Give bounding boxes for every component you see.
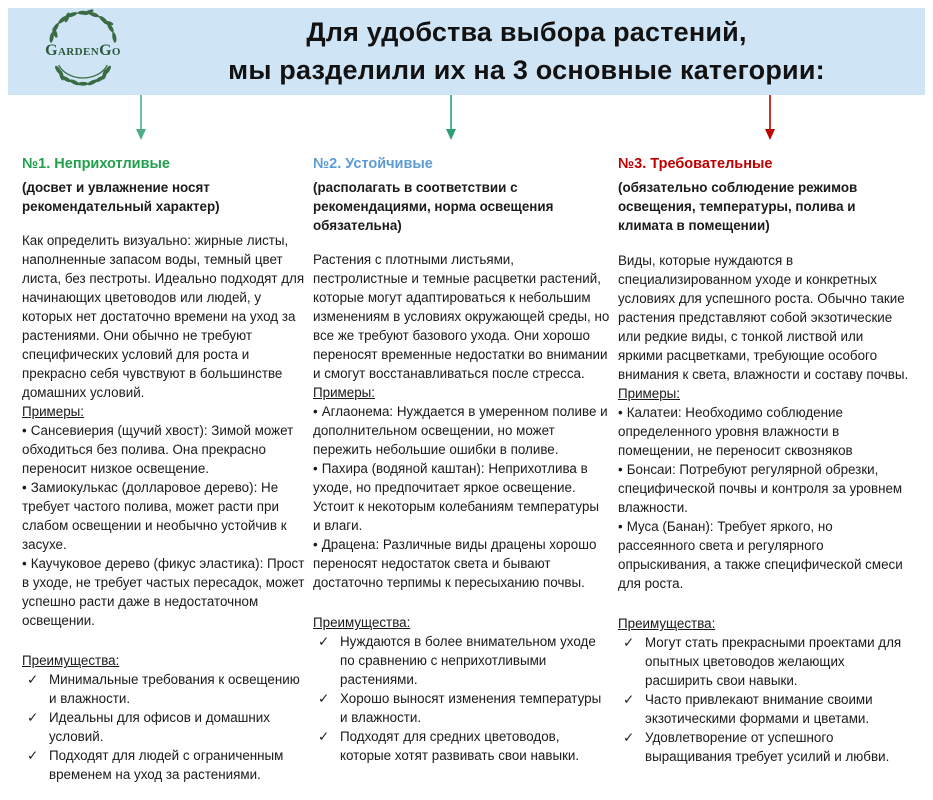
- category-column-3: [618, 154, 910, 785]
- example-text: Замиокулькас (долларовое дерево): Не требует частого полива, может расти при слабом освещении и необычно устойчив к засухе.: [22, 480, 287, 553]
- category-3-subtitle: (обязательно соблюдение режимов освещения, температуры, полива и климата в помещении): [618, 179, 858, 233]
- example-text: Каучуковое дерево (фикус эластика): Прост в уходе, не требует частых пересадок, может успешно расти даже в недостаточном освещении.: [22, 556, 305, 629]
- example-item: [22, 478, 305, 554]
- page-title: [158, 13, 895, 89]
- check-icon: ✓: [623, 692, 635, 708]
- advantage-text: Подходят для средних цветоводов, которые хотят развивать свои навыки.: [340, 729, 580, 764]
- bullet-icon: •: [22, 422, 27, 438]
- category-1-description: Как определить визуально: жирные листы, наполненные запасом воды, темный цвет листа, без пестроты. Идеально подходят для начинающих цветоводов или людей, у которых нет достаточно времени на уход за растениями. Они обычно не требуют специфических условий для роста и прекрасно себя чувствуют в большинстве домашних условий.: [22, 232, 305, 400]
- check-icon: ✓: [27, 672, 39, 688]
- example-item: [22, 421, 305, 478]
- advantage-item: [22, 746, 305, 784]
- check-icon: ✓: [623, 730, 635, 746]
- advantage-text: Могут стать прекрасными проектами для опытных цветоводов желающих расширить свои навыки.: [645, 635, 902, 689]
- category-2-title: №2. Устойчивые: [313, 156, 433, 172]
- example-text: Драцена: Различные виды драцены хорошо переносят недостаток света и бывают достаточно терпимы к пересыханию почвы.: [313, 537, 597, 591]
- example-text: Муса (Банан): Требует яркого, но рассеянного света и регулярного опрыскивания, а также специфической смеси для роста.: [618, 519, 903, 592]
- advantage-item: [313, 632, 610, 689]
- down-arrow-icon-category-2: [444, 95, 458, 141]
- header-band: [8, 8, 925, 95]
- check-icon: ✓: [623, 635, 635, 651]
- category-1-advantages-label: Преимущества:: [22, 653, 120, 669]
- bullet-icon: •: [618, 519, 623, 535]
- bullet-icon: •: [313, 403, 318, 419]
- advantage-item: [618, 690, 910, 728]
- category-3-examples-label: Примеры:: [618, 385, 680, 401]
- category-3-title: №3. Требовательные: [618, 156, 773, 172]
- category-2-description: Растения с плотными листьями, пестролистные и темные расцветки растений, которые могут адаптироваться к небольшим изменениям в условиях окружающей среды, но все же требуют базового ухода. Они хорошо переносят временные недостатки во внимании и смогут восстанавливаться после стресса.: [313, 251, 610, 381]
- advantage-text: Нуждаются в более внимательном уходе по сравнению с неприхотливыми растениями.: [340, 634, 596, 688]
- bullet-icon: •: [313, 537, 318, 553]
- page-title-line1: Для удобства выбора растений,: [306, 17, 747, 47]
- bullet-icon: •: [22, 556, 27, 572]
- bullet-icon: •: [313, 461, 318, 477]
- page-title-line2: мы разделили их на 3 основные категории:: [228, 55, 825, 85]
- advantage-item: [313, 727, 610, 765]
- advantage-item: [22, 670, 305, 708]
- brand-name: GardenGo: [45, 42, 121, 59]
- category-1-examples-label: Примеры:: [22, 403, 84, 419]
- example-item: [313, 402, 610, 459]
- category-2-subtitle: (располагать в соответствии с рекомендациями, норма освещения обязательна): [313, 179, 554, 233]
- example-item: [618, 460, 910, 517]
- down-arrow-icon-category-1: [134, 95, 148, 141]
- advantage-item: [22, 708, 305, 746]
- advantage-item: [618, 728, 910, 766]
- categories-columns: [22, 154, 921, 785]
- check-icon: ✓: [318, 729, 330, 745]
- advantage-text: Минимальные требования к освещению и влажности.: [49, 672, 300, 707]
- example-text: Бонсаи: Потребуют регулярной обрезки, специфической почвы и контроля за уровнем влажности.: [618, 462, 903, 516]
- example-text: Аглаонема: Нуждается в умеренном поливе и дополнительном освещении, но может пережить небольшие ошибки в поливе.: [313, 403, 608, 457]
- example-text: Сансевиерия (щучий хвост): Зимой может обходиться без полива. Она прекрасно переносит низкое освещение.: [22, 422, 294, 477]
- example-item: [618, 517, 910, 593]
- gardengo-logo: [24, 9, 142, 95]
- advantage-item: [618, 633, 910, 690]
- example-item: [313, 535, 610, 592]
- category-column-2: [313, 154, 610, 785]
- category-3-advantages-label: Преимущества:: [618, 616, 716, 632]
- check-icon: ✓: [318, 691, 330, 707]
- advantage-text: Удовлетворение от успешного выращивания требует усилий и любви.: [645, 730, 890, 765]
- category-1-subtitle: (досвет и увлажнение носят рекомендательный характер): [22, 179, 220, 214]
- category-2-examples-label: Примеры:: [313, 384, 375, 400]
- bullet-icon: •: [22, 480, 27, 496]
- category-1-title: №1. Неприхотливые: [22, 156, 170, 172]
- example-item: [22, 554, 305, 630]
- check-icon: ✓: [318, 634, 330, 650]
- example-text: Пахира (водяной каштан): Неприхотлива в уходе, но предпочитает яркое освещение. Устоит к некоторым колебаниям температуры и влаги.: [313, 461, 600, 534]
- category-3-description: Виды, которые нуждаются в специализированном уходе и конкретных условиях для успешного роста. Обычно такие растения представляют собой экзотические или редкие виды, с тонкой листвой или яркими расцветками, требующие особого внимания к света, влажности и составу почвы.: [618, 252, 909, 382]
- example-item: [618, 403, 910, 460]
- advantage-text: Часто привлекают внимание своими экзотическими формами и цветами.: [645, 692, 873, 727]
- bullet-icon: •: [618, 462, 623, 478]
- example-text: Калатеи: Необходимо соблюдение определенного уровня влажности в помещении, не переносит сквозняков: [618, 404, 853, 458]
- advantage-text: Идеальны для офисов и домашних условий.: [49, 710, 270, 745]
- bullet-icon: •: [618, 404, 623, 420]
- advantage-item: [313, 689, 610, 727]
- advantage-text: Подходят для людей с ограниченным временем на уход за растениями.: [49, 748, 284, 783]
- check-icon: ✓: [27, 710, 39, 726]
- example-item: [313, 459, 610, 535]
- down-arrow-icon-category-3: [763, 95, 777, 141]
- category-column-1: [22, 154, 305, 785]
- category-2-advantages-label: Преимущества:: [313, 615, 411, 631]
- advantage-text: Хорошо выносят изменения температуры и влажности.: [340, 691, 602, 726]
- check-icon: ✓: [27, 748, 39, 764]
